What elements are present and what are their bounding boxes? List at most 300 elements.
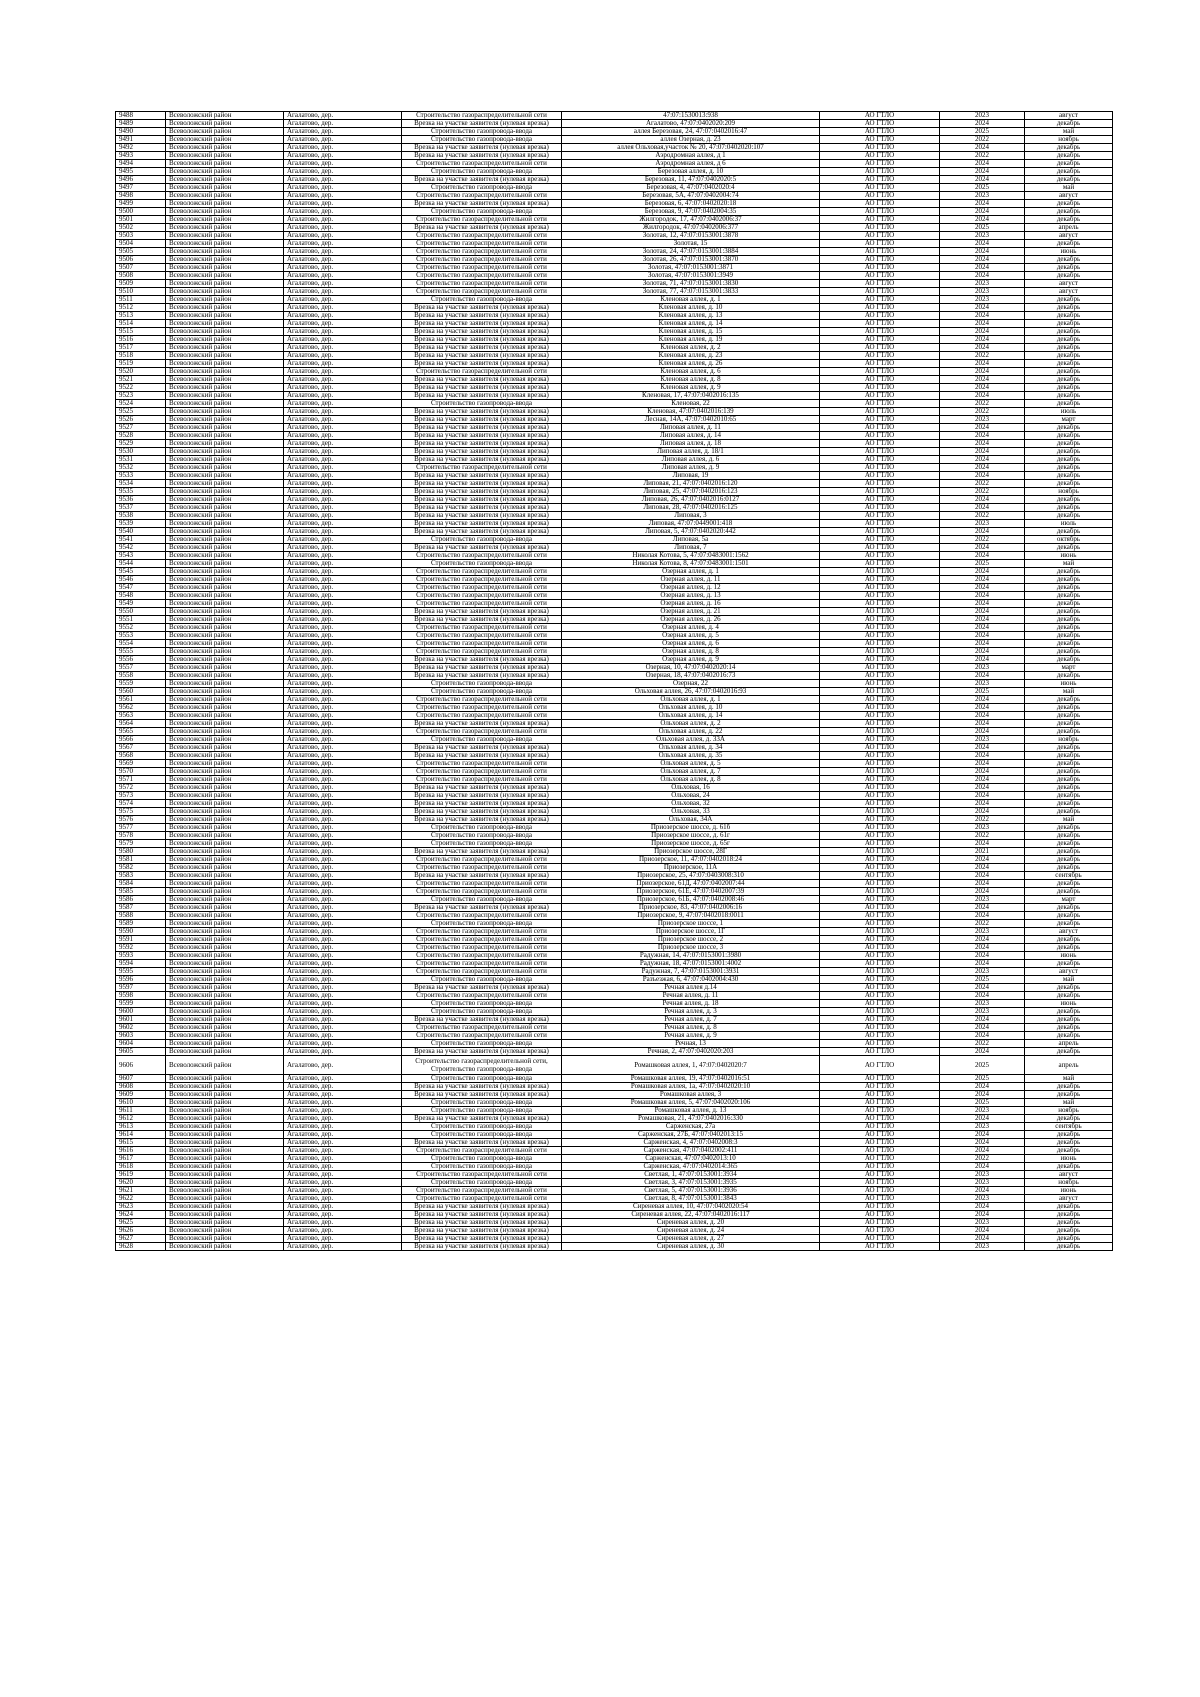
locality-cell: Агалатово, дер. bbox=[284, 280, 402, 288]
table-row bbox=[116, 1243, 1113, 1251]
table-row bbox=[116, 520, 1113, 528]
year-cell: 2024 bbox=[940, 472, 1025, 480]
address-cell: Светлая, 1, 47:07:0153001:3934 bbox=[562, 1171, 820, 1179]
organization-cell: АО ГТЛО bbox=[820, 1211, 940, 1219]
row-number: 9520 bbox=[116, 368, 166, 376]
table-row bbox=[116, 888, 1113, 896]
locality-cell: Агалатово, дер. bbox=[284, 600, 402, 608]
work-type-cell: Врезка на участке заявителя (нулевая врезка) bbox=[402, 1243, 562, 1251]
locality-cell: Агалатово, дер. bbox=[284, 1195, 402, 1203]
address-cell: Березовая, 9, 47:07:0402004:35 bbox=[562, 208, 820, 216]
address-cell: Ольховая аллея, д. 35 bbox=[562, 752, 820, 760]
locality-cell: Агалатово, дер. bbox=[284, 464, 402, 472]
month-cell: декабрь bbox=[1025, 672, 1113, 680]
district-cell: Всеволожский район bbox=[166, 1032, 284, 1040]
row-number: 9569 bbox=[116, 760, 166, 768]
locality-cell: Агалатово, дер. bbox=[284, 896, 402, 904]
organization-cell: АО ГТЛО bbox=[820, 520, 940, 528]
district-cell: Всеволожский район bbox=[166, 960, 284, 968]
row-number: 9555 bbox=[116, 648, 166, 656]
work-type-cell: Строительство газораспределительной сети bbox=[402, 776, 562, 784]
district-cell: Всеволожский район bbox=[166, 976, 284, 984]
year-cell: 2023 bbox=[940, 1243, 1025, 1251]
table-row bbox=[116, 376, 1113, 384]
address-cell: Сарженская, 27а bbox=[562, 1123, 820, 1131]
month-cell: ноябрь bbox=[1025, 1107, 1113, 1115]
work-type-cell: Врезка на участке заявителя (нулевая врезка) bbox=[402, 872, 562, 880]
locality-cell: Агалатово, дер. bbox=[284, 880, 402, 888]
locality-cell: Агалатово, дер. bbox=[284, 432, 402, 440]
table-row bbox=[116, 392, 1113, 400]
year-cell: 2024 bbox=[940, 272, 1025, 280]
organization-cell: АО ГТЛО bbox=[820, 768, 940, 776]
organization-cell: АО ГТЛО bbox=[820, 1000, 940, 1008]
locality-cell: Агалатово, дер. bbox=[284, 352, 402, 360]
row-number: 9547 bbox=[116, 584, 166, 592]
table-row bbox=[116, 368, 1113, 376]
row-number: 9615 bbox=[116, 1139, 166, 1147]
organization-cell: АО ГТЛО bbox=[820, 568, 940, 576]
organization-cell: АО ГТЛО bbox=[820, 232, 940, 240]
month-cell: июнь bbox=[1025, 952, 1113, 960]
district-cell: Всеволожский район bbox=[166, 632, 284, 640]
organization-cell: АО ГТЛО bbox=[820, 944, 940, 952]
table-row bbox=[116, 664, 1113, 672]
year-cell: 2024 bbox=[940, 456, 1025, 464]
table-row bbox=[116, 272, 1113, 280]
month-cell: май bbox=[1025, 976, 1113, 984]
address-cell: Приозерское шоссе, д. 61б bbox=[562, 824, 820, 832]
row-number: 9586 bbox=[116, 896, 166, 904]
work-type-cell: Строительство газораспределительной сети bbox=[402, 248, 562, 256]
locality-cell: Агалатово, дер. bbox=[284, 664, 402, 672]
work-type-cell: Строительство газопровода-ввода bbox=[402, 920, 562, 928]
year-cell: 2024 bbox=[940, 1083, 1025, 1091]
month-cell: декабрь bbox=[1025, 1163, 1113, 1171]
table-row bbox=[116, 136, 1113, 144]
table-row bbox=[116, 280, 1113, 288]
locality-cell: Агалатово, дер. bbox=[284, 1155, 402, 1163]
year-cell: 2024 bbox=[940, 800, 1025, 808]
table-row bbox=[116, 632, 1113, 640]
work-type-cell: Строительство газораспределительной сети bbox=[402, 216, 562, 224]
district-cell: Всеволожский район bbox=[166, 376, 284, 384]
work-type-cell: Строительство газораспределительной сети bbox=[402, 952, 562, 960]
district-cell: Всеволожский район bbox=[166, 744, 284, 752]
table-row bbox=[116, 672, 1113, 680]
work-type-cell: Строительство газораспределительной сети bbox=[402, 552, 562, 560]
district-cell: Всеволожский район bbox=[166, 320, 284, 328]
district-cell: Всеволожский район bbox=[166, 712, 284, 720]
month-cell: декабрь bbox=[1025, 256, 1113, 264]
table-row bbox=[116, 896, 1113, 904]
row-number: 9568 bbox=[116, 752, 166, 760]
locality-cell: Агалатово, дер. bbox=[284, 232, 402, 240]
row-number: 9537 bbox=[116, 504, 166, 512]
address-cell: Озерная аллея, д. 9 bbox=[562, 656, 820, 664]
locality-cell: Агалатово, дер. bbox=[284, 544, 402, 552]
organization-cell: АО ГТЛО bbox=[820, 704, 940, 712]
table-row bbox=[116, 768, 1113, 776]
address-cell: Ромашковая аллея, 3 bbox=[562, 1091, 820, 1099]
year-cell: 2022 bbox=[940, 536, 1025, 544]
row-number: 9581 bbox=[116, 856, 166, 864]
row-number: 9507 bbox=[116, 264, 166, 272]
year-cell: 2023 bbox=[940, 288, 1025, 296]
row-number: 9583 bbox=[116, 872, 166, 880]
address-cell: Ольховая аллея, д. 2 bbox=[562, 720, 820, 728]
address-cell: Золотая, 77, 47:07:0153001:3833 bbox=[562, 288, 820, 296]
locality-cell: Агалатово, дер. bbox=[284, 1227, 402, 1235]
month-cell: июнь bbox=[1025, 1000, 1113, 1008]
work-type-cell: Врезка на участке заявителя (нулевая врезка) bbox=[402, 320, 562, 328]
month-cell: декабрь bbox=[1025, 792, 1113, 800]
year-cell: 2024 bbox=[940, 392, 1025, 400]
address-cell: Березовая аллея, д. 10 bbox=[562, 168, 820, 176]
year-cell: 2023 bbox=[940, 896, 1025, 904]
address-cell: Николая Котова, 8, 47:07:0483001:1501 bbox=[562, 560, 820, 568]
work-type-cell: Строительство газораспределительной сети bbox=[402, 624, 562, 632]
table-row bbox=[116, 736, 1113, 744]
month-cell: декабрь bbox=[1025, 336, 1113, 344]
month-cell: декабрь bbox=[1025, 784, 1113, 792]
year-cell: 2022 bbox=[940, 1040, 1025, 1048]
work-type-cell: Строительство газопровода-ввода bbox=[402, 136, 562, 144]
row-number: 9509 bbox=[116, 280, 166, 288]
address-cell: Приозерское шоссе, 3 bbox=[562, 944, 820, 952]
row-number: 9601 bbox=[116, 1016, 166, 1024]
work-type-cell: Строительство газораспределительной сети bbox=[402, 280, 562, 288]
year-cell: 2024 bbox=[940, 440, 1025, 448]
organization-cell: АО ГТЛО bbox=[820, 880, 940, 888]
locality-cell: Агалатово, дер. bbox=[284, 512, 402, 520]
address-cell: Озерная аллея, д. 1 bbox=[562, 568, 820, 576]
address-cell: Озерная аллея, д. 12 bbox=[562, 584, 820, 592]
address-cell: Приозерское шоссе, 1Г bbox=[562, 928, 820, 936]
district-cell: Всеволожский район bbox=[166, 1040, 284, 1048]
month-cell: декабрь bbox=[1025, 880, 1113, 888]
year-cell: 2024 bbox=[940, 176, 1025, 184]
address-cell: Приозерское шоссе, 2 bbox=[562, 936, 820, 944]
district-cell: Всеволожский район bbox=[166, 368, 284, 376]
organization-cell: АО ГТЛО bbox=[820, 1203, 940, 1211]
year-cell: 2024 bbox=[940, 768, 1025, 776]
district-cell: Всеволожский район bbox=[166, 352, 284, 360]
year-cell: 2023 bbox=[940, 416, 1025, 424]
work-type-cell: Строительство газопровода-ввода bbox=[402, 1040, 562, 1048]
month-cell: апрель bbox=[1025, 224, 1113, 232]
address-cell: Липовая, 3 bbox=[562, 512, 820, 520]
organization-cell: АО ГТЛО bbox=[820, 936, 940, 944]
address-cell: Кленовая аллея, д. 23 bbox=[562, 352, 820, 360]
locality-cell: Агалатово, дер. bbox=[284, 640, 402, 648]
row-number: 9499 bbox=[116, 200, 166, 208]
month-cell: декабрь bbox=[1025, 144, 1113, 152]
work-type-cell: Врезка на участке заявителя (нулевая врезка) bbox=[402, 456, 562, 464]
organization-cell: АО ГТЛО bbox=[820, 1024, 940, 1032]
table-row bbox=[116, 960, 1113, 968]
work-type-cell: Врезка на участке заявителя (нулевая врезка) bbox=[402, 120, 562, 128]
address-cell: Сарженская, 47:07:0402013:10 bbox=[562, 1155, 820, 1163]
work-type-cell: Строительство газораспределительной сети bbox=[402, 960, 562, 968]
organization-cell: АО ГТЛО bbox=[820, 640, 940, 648]
locality-cell: Агалатово, дер. bbox=[284, 384, 402, 392]
year-cell: 2024 bbox=[940, 240, 1025, 248]
locality-cell: Агалатово, дер. bbox=[284, 1211, 402, 1219]
work-type-cell: Врезка на участке заявителя (нулевая врезка) bbox=[402, 528, 562, 536]
locality-cell: Агалатово, дер. bbox=[284, 760, 402, 768]
month-cell: декабрь bbox=[1025, 320, 1113, 328]
table-row bbox=[116, 1147, 1113, 1155]
organization-cell: АО ГТЛО bbox=[820, 1235, 940, 1243]
row-number: 9512 bbox=[116, 304, 166, 312]
organization-cell: АО ГТЛО bbox=[820, 968, 940, 976]
work-type-cell: Врезка на участке заявителя (нулевая врезка) bbox=[402, 408, 562, 416]
year-cell: 2024 bbox=[940, 584, 1025, 592]
address-cell: Ольховая аллея, д. 14 bbox=[562, 712, 820, 720]
table-row bbox=[116, 168, 1113, 176]
locality-cell: Агалатово, дер. bbox=[284, 1123, 402, 1131]
work-type-cell: Врезка на участке заявителя (нулевая врезка) bbox=[402, 720, 562, 728]
district-cell: Всеволожский район bbox=[166, 824, 284, 832]
table-row bbox=[116, 216, 1113, 224]
row-number: 9592 bbox=[116, 944, 166, 952]
district-cell: Всеволожский район bbox=[166, 728, 284, 736]
row-number: 9571 bbox=[116, 776, 166, 784]
row-number: 9550 bbox=[116, 608, 166, 616]
address-cell: Ольховая, 33 bbox=[562, 808, 820, 816]
district-cell: Всеволожский район bbox=[166, 784, 284, 792]
district-cell: Всеволожский район bbox=[166, 1024, 284, 1032]
work-type-cell: Врезка на участке заявителя (нулевая врезка) bbox=[402, 744, 562, 752]
district-cell: Всеволожский район bbox=[166, 288, 284, 296]
organization-cell: АО ГТЛО bbox=[820, 1099, 940, 1107]
year-cell: 2024 bbox=[940, 992, 1025, 1000]
locality-cell: Агалатово, дер. bbox=[284, 960, 402, 968]
address-cell: Ромашковая аллея, 19, 47:07:0402016:51 bbox=[562, 1075, 820, 1083]
work-type-cell: Врезка на участке заявителя (нулевая врезка) bbox=[402, 752, 562, 760]
organization-cell: АО ГТЛО bbox=[820, 192, 940, 200]
address-cell: Липовая аллея, д. 18 bbox=[562, 440, 820, 448]
organization-cell: АО ГТЛО bbox=[820, 352, 940, 360]
address-cell: Кленовая, 22 bbox=[562, 400, 820, 408]
locality-cell: Агалатово, дер. bbox=[284, 984, 402, 992]
row-number: 9492 bbox=[116, 144, 166, 152]
address-cell: Аэродромная аллея, д 6 bbox=[562, 160, 820, 168]
locality-cell: Агалатово, дер. bbox=[284, 264, 402, 272]
organization-cell: АО ГТЛО bbox=[820, 464, 940, 472]
month-cell: апрель bbox=[1025, 1040, 1113, 1048]
month-cell: октябрь bbox=[1025, 536, 1113, 544]
row-number: 9525 bbox=[116, 408, 166, 416]
work-type-cell: Строительство газораспределительной сети bbox=[402, 112, 562, 120]
work-type-cell: Строительство газораспределительной сети bbox=[402, 600, 562, 608]
address-cell: Озерная аллея, д. 11 bbox=[562, 576, 820, 584]
organization-cell: АО ГТЛО bbox=[820, 200, 940, 208]
row-number: 9517 bbox=[116, 344, 166, 352]
locality-cell: Агалатово, дер. bbox=[284, 912, 402, 920]
organization-cell: АО ГТЛО bbox=[820, 208, 940, 216]
organization-cell: АО ГТЛО bbox=[820, 528, 940, 536]
row-number: 9526 bbox=[116, 416, 166, 424]
address-cell: Ольховая аллея, 26, 47:07:0402016:93 bbox=[562, 688, 820, 696]
organization-cell: АО ГТЛО bbox=[820, 560, 940, 568]
district-cell: Всеволожский район bbox=[166, 832, 284, 840]
district-cell: Всеволожский район bbox=[166, 384, 284, 392]
locality-cell: Агалатово, дер. bbox=[284, 696, 402, 704]
district-cell: Всеволожский район bbox=[166, 1171, 284, 1179]
locality-cell: Агалатово, дер. bbox=[284, 1008, 402, 1016]
row-number: 9511 bbox=[116, 296, 166, 304]
work-type-cell: Строительство газораспределительной сети bbox=[402, 768, 562, 776]
district-cell: Всеволожский район bbox=[166, 640, 284, 648]
work-type-cell: Строительство газораспределительной сети bbox=[402, 760, 562, 768]
organization-cell: АО ГТЛО bbox=[820, 1056, 940, 1075]
address-cell: Кленовая аллея, д. 6 bbox=[562, 368, 820, 376]
locality-cell: Агалатово, дер. bbox=[284, 952, 402, 960]
month-cell: декабрь bbox=[1025, 920, 1113, 928]
district-cell: Всеволожский район bbox=[166, 1107, 284, 1115]
year-cell: 2024 bbox=[940, 784, 1025, 792]
year-cell: 2022 bbox=[940, 488, 1025, 496]
table-row bbox=[116, 592, 1113, 600]
year-cell: 2024 bbox=[940, 952, 1025, 960]
table-row bbox=[116, 1032, 1113, 1040]
row-number: 9489 bbox=[116, 120, 166, 128]
district-cell: Всеволожский район bbox=[166, 984, 284, 992]
month-cell: декабрь bbox=[1025, 472, 1113, 480]
organization-cell: АО ГТЛО bbox=[820, 544, 940, 552]
address-cell: Ольховая аллея, д. 33А bbox=[562, 736, 820, 744]
row-number: 9541 bbox=[116, 536, 166, 544]
work-type-cell: Врезка на участке заявителя (нулевая врезка) bbox=[402, 392, 562, 400]
locality-cell: Агалатово, дер. bbox=[284, 528, 402, 536]
table-row bbox=[116, 248, 1113, 256]
locality-cell: Агалатово, дер. bbox=[284, 936, 402, 944]
organization-cell: АО ГТЛО bbox=[820, 1016, 940, 1024]
month-cell: август bbox=[1025, 968, 1113, 976]
year-cell: 2025 bbox=[940, 1056, 1025, 1075]
table-row bbox=[116, 856, 1113, 864]
locality-cell: Агалатово, дер. bbox=[284, 840, 402, 848]
organization-cell: АО ГТЛО bbox=[820, 1195, 940, 1203]
locality-cell: Агалатово, дер. bbox=[284, 672, 402, 680]
row-number: 9498 bbox=[116, 192, 166, 200]
month-cell: декабрь bbox=[1025, 1203, 1113, 1211]
year-cell: 2022 bbox=[940, 408, 1025, 416]
month-cell: декабрь bbox=[1025, 1032, 1113, 1040]
month-cell: июнь bbox=[1025, 680, 1113, 688]
work-type-cell: Строительство газораспределительной сети bbox=[402, 944, 562, 952]
organization-cell: АО ГТЛО bbox=[820, 512, 940, 520]
district-cell: Всеволожский район bbox=[166, 520, 284, 528]
organization-cell: АО ГТЛО bbox=[820, 624, 940, 632]
locality-cell: Агалатово, дер. bbox=[284, 688, 402, 696]
row-number: 9617 bbox=[116, 1155, 166, 1163]
work-type-cell: Врезка на участке заявителя (нулевая врезка) bbox=[402, 904, 562, 912]
locality-cell: Агалатово, дер. bbox=[284, 208, 402, 216]
month-cell: декабрь bbox=[1025, 1147, 1113, 1155]
row-number: 9496 bbox=[116, 176, 166, 184]
work-type-cell: Врезка на участке заявителя (нулевая врезка) bbox=[402, 496, 562, 504]
organization-cell: АО ГТЛО bbox=[820, 1163, 940, 1171]
district-cell: Всеволожский район bbox=[166, 1163, 284, 1171]
work-type-cell: Строительство газопровода-ввода bbox=[402, 1179, 562, 1187]
locality-cell: Агалатово, дер. bbox=[284, 616, 402, 624]
row-number: 9494 bbox=[116, 160, 166, 168]
work-type-cell: Строительство газораспределительной сети bbox=[402, 568, 562, 576]
organization-cell: АО ГТЛО bbox=[820, 912, 940, 920]
month-cell: декабрь bbox=[1025, 776, 1113, 784]
row-number: 9522 bbox=[116, 384, 166, 392]
month-cell: декабрь bbox=[1025, 264, 1113, 272]
district-cell: Всеволожский район bbox=[166, 800, 284, 808]
address-cell: Приозерское, 83, 47:07:0402006:16 bbox=[562, 904, 820, 912]
locality-cell: Агалатово, дер. bbox=[284, 536, 402, 544]
address-cell: Ольховая аллея, д. 34 bbox=[562, 744, 820, 752]
month-cell: декабрь bbox=[1025, 432, 1113, 440]
district-cell: Всеволожский район bbox=[166, 688, 284, 696]
year-cell: 2023 bbox=[940, 520, 1025, 528]
locality-cell: Агалатово, дер. bbox=[284, 1115, 402, 1123]
year-cell: 2024 bbox=[940, 1147, 1025, 1155]
row-number: 9611 bbox=[116, 1107, 166, 1115]
address-cell: Ольховая аллея, д. 10 bbox=[562, 704, 820, 712]
address-cell: Кленовая аллея, д. 1 bbox=[562, 296, 820, 304]
month-cell: декабрь bbox=[1025, 152, 1113, 160]
organization-cell: АО ГТЛО bbox=[820, 840, 940, 848]
district-cell: Всеволожский район bbox=[166, 200, 284, 208]
address-cell: Липовая, 28, 47:07:0402016:125 bbox=[562, 504, 820, 512]
row-number: 9503 bbox=[116, 232, 166, 240]
organization-cell: АО ГТЛО bbox=[820, 264, 940, 272]
row-number: 9597 bbox=[116, 984, 166, 992]
year-cell: 2024 bbox=[940, 1235, 1025, 1243]
address-cell: Золотая, 71, 47:07:0153001:3830 bbox=[562, 280, 820, 288]
row-number: 9516 bbox=[116, 336, 166, 344]
work-type-cell: Врезка на участке заявителя (нулевая врезка) bbox=[402, 200, 562, 208]
organization-cell: АО ГТЛО bbox=[820, 440, 940, 448]
district-cell: Всеволожский район bbox=[166, 848, 284, 856]
year-cell: 2024 bbox=[940, 872, 1025, 880]
locality-cell: Агалатово, дер. bbox=[284, 1163, 402, 1171]
month-cell: декабрь bbox=[1025, 1211, 1113, 1219]
row-number: 9616 bbox=[116, 1147, 166, 1155]
table-row bbox=[116, 952, 1113, 960]
row-number: 9588 bbox=[116, 912, 166, 920]
locality-cell: Агалатово, дер. bbox=[284, 808, 402, 816]
district-cell: Всеволожский район bbox=[166, 680, 284, 688]
work-type-cell: Строительство газопровода-ввода bbox=[402, 824, 562, 832]
year-cell: 2024 bbox=[940, 936, 1025, 944]
organization-cell: АО ГТЛО bbox=[820, 736, 940, 744]
district-cell: Всеволожский район bbox=[166, 888, 284, 896]
address-cell: Речная аллея, д. 18 bbox=[562, 1000, 820, 1008]
month-cell: май bbox=[1025, 816, 1113, 824]
district-cell: Всеволожский район bbox=[166, 896, 284, 904]
row-number: 9495 bbox=[116, 168, 166, 176]
locality-cell: Агалатово, дер. bbox=[284, 1235, 402, 1243]
address-cell: Озерная аллея, д. 5 bbox=[562, 632, 820, 640]
address-cell: аллея Ольховая,участок № 20, 47:07:0402020:107 bbox=[562, 144, 820, 152]
row-number: 9603 bbox=[116, 1032, 166, 1040]
address-cell: Липовая аллея, д. 6 bbox=[562, 456, 820, 464]
year-cell: 2024 bbox=[940, 344, 1025, 352]
month-cell: август bbox=[1025, 112, 1113, 120]
district-cell: Всеволожский район bbox=[166, 1123, 284, 1131]
table-row bbox=[116, 1203, 1113, 1211]
organization-cell: АО ГТЛО bbox=[820, 248, 940, 256]
